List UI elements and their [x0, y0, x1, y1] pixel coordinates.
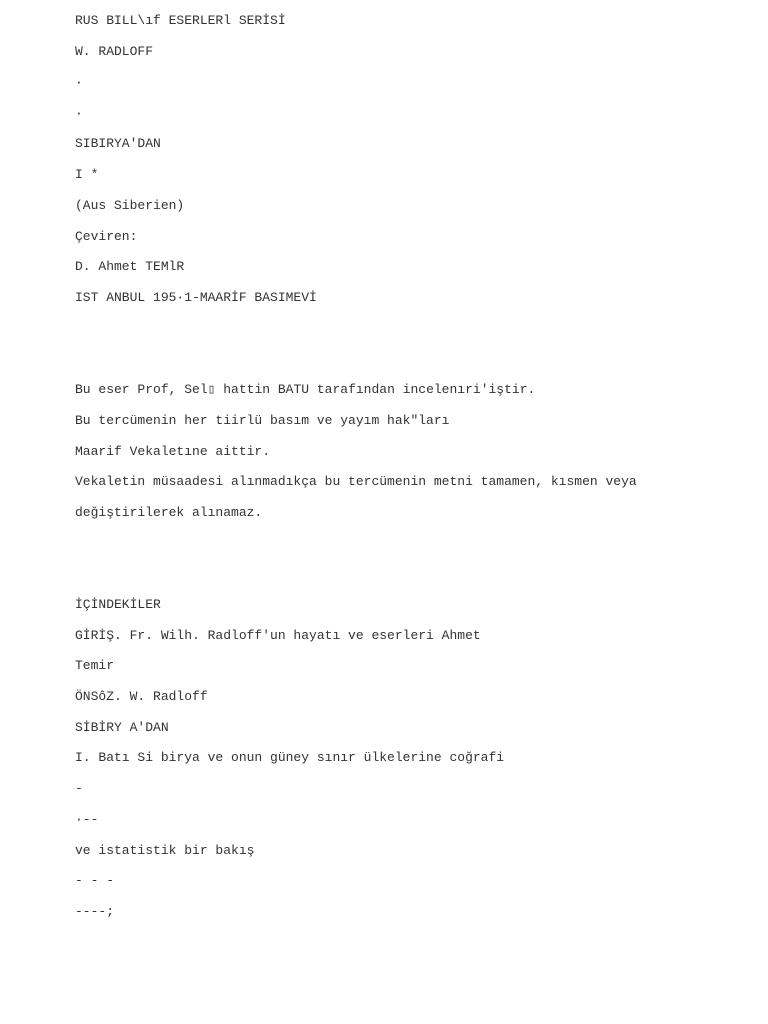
rights-paragraph-line: Vekaletin müsaadesi alınmadıkça bu tercümenin metni tamamen, kısmen veya	[75, 474, 637, 489]
rights-paragraph-line: değiştirilerek alınamaz.	[75, 505, 263, 520]
contents-entry: GİRİŞ. Fr. Wilh. Radloff'un hayatı ve eserleri Ahmet	[75, 628, 481, 643]
rights-paragraph-line: Bu tercümenin her tiirlü basım ve yayım hak"ları	[75, 413, 450, 428]
translator-name: D. Ahmet TEMlR	[75, 259, 185, 274]
separator-dot: ·	[75, 106, 83, 121]
contents-entry: ve istatistik bir bakış	[75, 843, 255, 858]
volume-number: I *	[75, 167, 99, 182]
contents-entry: ÖNSôZ. W. Radloff	[75, 689, 208, 704]
original-title: (Aus Siberien)	[75, 198, 185, 213]
translator-label: Çeviren:	[75, 229, 138, 244]
contents-entry: I. Batı Si birya ve onun güney sınır ülkelerine coğrafi	[75, 750, 505, 765]
book-title: SIBIRYA'DAN	[75, 136, 161, 151]
contents-entry: Temir	[75, 658, 115, 673]
contents-dash: - - -	[75, 873, 115, 888]
contents-entry: SİBİRY A'DAN	[75, 720, 169, 735]
contents-dash: ·--	[75, 812, 99, 827]
publisher-line: IST ANBUL 195·1-MAARİF BASIMEVİ	[75, 290, 317, 305]
series-title: RUS BILL\ıf ESERLERl SERİSİ	[75, 13, 286, 28]
contents-heading: İÇİNDEKİLER	[75, 597, 161, 612]
rights-paragraph-line: Bu eser Prof, Sel▯ hattin BATU tarafından incelenıri'iştir.	[75, 382, 536, 397]
rights-paragraph-line: Maarif Vekaletıne aittir.	[75, 444, 271, 459]
separator-dot: ·	[75, 75, 83, 90]
author-name: W. RADLOFF	[75, 44, 154, 59]
contents-dash: -	[75, 781, 83, 796]
contents-dash: ----;	[75, 904, 115, 919]
